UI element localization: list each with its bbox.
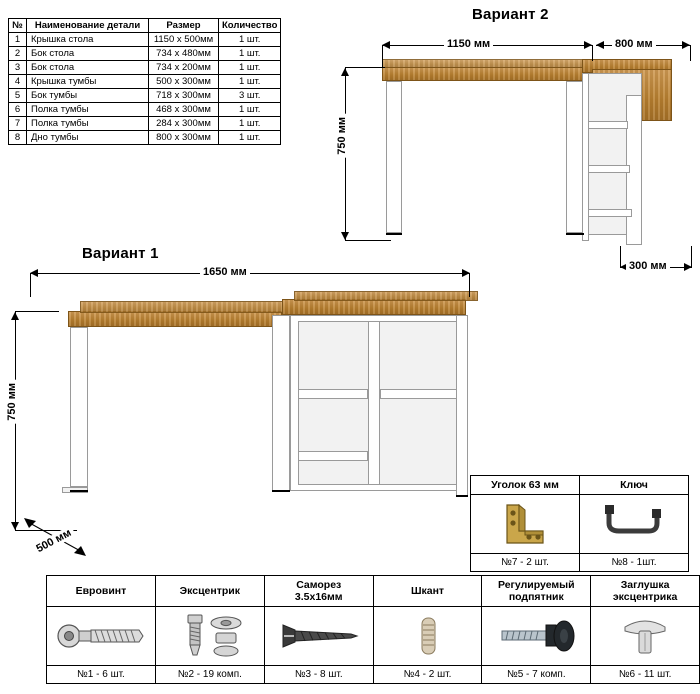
hardware-qty-adjustable-foot: №5 - 7 комп. <box>482 666 591 684</box>
cell-num: 3 <box>9 61 27 75</box>
cell-size: 718 x 300мм <box>149 89 219 103</box>
hardware-title-line2: эксцентрика <box>612 591 678 603</box>
cell-name: Полка тумбы <box>27 117 149 131</box>
variant1-dim-height <box>8 312 24 530</box>
cell-size: 468 x 300мм <box>149 103 219 117</box>
cell-qty: 1 шт. <box>219 131 281 145</box>
cell-name: Бок тумбы <box>27 89 149 103</box>
cell-num: 6 <box>9 103 27 117</box>
cell-qty: 1 шт. <box>219 61 281 75</box>
hardware-qty-euro-screw: №1 - 6 шт. <box>47 666 156 684</box>
table-row <box>9 89 281 103</box>
variant2-dim-depth <box>596 38 690 54</box>
cell-size: 734 x 200мм <box>149 61 219 75</box>
cell-name: Полка тумбы <box>27 103 149 117</box>
hardware-icon-row <box>47 607 700 666</box>
hardware-table-top <box>470 475 689 572</box>
cell-qty: 1 шт. <box>219 33 281 47</box>
table-row <box>9 33 281 47</box>
hex-key-icon <box>580 495 689 554</box>
variant2-height-label: 750 мм <box>336 114 348 158</box>
table-row <box>9 117 281 131</box>
variant1-depth-label: 500 мм <box>32 525 76 556</box>
col-header-size: Размер <box>149 19 219 33</box>
hardware-title-dowel: Шкант <box>373 576 482 607</box>
table-row <box>9 47 281 61</box>
variant2-dim-height <box>338 68 354 240</box>
table-header-row <box>9 19 281 33</box>
hardware-qty-corner-bracket: №7 - 2 шт. <box>471 554 580 572</box>
variant2-dim-width <box>382 38 592 54</box>
cell-qty: 1 шт. <box>219 75 281 89</box>
hardware-qty-row <box>47 666 700 684</box>
variant2-drawing <box>330 55 690 265</box>
hardware-title-row <box>471 476 689 495</box>
cam-lock-icon <box>155 607 264 666</box>
variant1-dim-width <box>30 266 470 282</box>
self-tapping-screw-icon <box>264 607 373 666</box>
variant1-title: Вариант 1 <box>82 245 159 262</box>
hardware-qty-dowel: №4 - 2 шт. <box>373 666 482 684</box>
cell-size: 500 x 300мм <box>149 75 219 89</box>
hardware-title-cam-lock: Эксцентрик <box>155 576 264 607</box>
cell-qty: 3 шт. <box>219 89 281 103</box>
hardware-qty-cam-cover-cap: №6 - 11 шт. <box>591 666 700 684</box>
hardware-qty-row <box>471 554 689 572</box>
cell-size: 1150 x 500мм <box>149 33 219 47</box>
adjustable-foot-icon <box>482 607 591 666</box>
cell-num: 2 <box>9 47 27 61</box>
hardware-qty-self-tapping-screw: №3 - 8 шт. <box>264 666 373 684</box>
cell-num: 8 <box>9 131 27 145</box>
variant2-width-label: 1150 мм <box>444 38 493 50</box>
corner-bracket-icon <box>471 495 580 554</box>
variant2-title: Вариант 2 <box>472 6 549 23</box>
hardware-title-corner-bracket: Уголок 63 мм <box>471 476 580 495</box>
table-row <box>9 75 281 89</box>
euro-screw-icon <box>47 607 156 666</box>
variant1-dim-depth <box>22 513 94 559</box>
dowel-icon <box>373 607 482 666</box>
variant1-height-label: 750 мм <box>6 380 18 424</box>
cell-size: 734 x 480мм <box>149 47 219 61</box>
hardware-title-row <box>47 576 700 607</box>
hardware-title-line1: Регулируемый <box>497 579 575 591</box>
col-header-num: № <box>9 19 27 33</box>
variant1-drawing <box>20 285 480 535</box>
variant2-dim-side <box>620 260 692 276</box>
hardware-qty-hex-key: №8 - 1шт. <box>580 554 689 572</box>
hardware-title-hex-key: Ключ <box>580 476 689 495</box>
hardware-title-line2: 3.5x16мм <box>294 591 343 603</box>
hardware-title-cam-cover-cap <box>591 576 700 607</box>
parts-table <box>8 18 281 145</box>
hardware-title-self-tapping-screw <box>264 576 373 607</box>
cell-qty: 1 шт. <box>219 47 281 61</box>
table-row <box>9 103 281 117</box>
hardware-title-line2: подпятник <box>508 591 564 603</box>
variant1-width-label: 1650 мм <box>200 266 250 278</box>
hardware-title-line1: Саморез <box>296 579 342 591</box>
hardware-title-euro-screw: Евровинт <box>47 576 156 607</box>
cell-num: 1 <box>9 33 27 47</box>
cell-num: 7 <box>9 117 27 131</box>
hardware-icon-row <box>471 495 689 554</box>
cell-size: 800 x 300мм <box>149 131 219 145</box>
cell-name: Крышка стола <box>27 33 149 47</box>
cell-name: Крышка тумбы <box>27 75 149 89</box>
hardware-title-adjustable-foot <box>482 576 591 607</box>
hardware-qty-cam-lock: №2 - 19 комп. <box>155 666 264 684</box>
cell-name: Дно тумбы <box>27 131 149 145</box>
cell-size: 284 x 300мм <box>149 117 219 131</box>
hardware-table-bottom <box>46 575 700 684</box>
cam-cover-cap-icon <box>591 607 700 666</box>
table-row <box>9 61 281 75</box>
col-header-qty: Количество <box>219 19 281 33</box>
col-header-name: Наименование детали <box>27 19 149 33</box>
cell-name: Бок стола <box>27 47 149 61</box>
hardware-title-line1: Заглушка <box>620 579 670 591</box>
cell-num: 4 <box>9 75 27 89</box>
variant2-side-label: 300 мм <box>626 260 670 272</box>
cell-num: 5 <box>9 89 27 103</box>
variant2-depth-label: 800 мм <box>612 38 656 50</box>
table-row <box>9 131 281 145</box>
cell-qty: 1 шт. <box>219 103 281 117</box>
cell-name: Бок стола <box>27 61 149 75</box>
cell-qty: 1 шт. <box>219 117 281 131</box>
